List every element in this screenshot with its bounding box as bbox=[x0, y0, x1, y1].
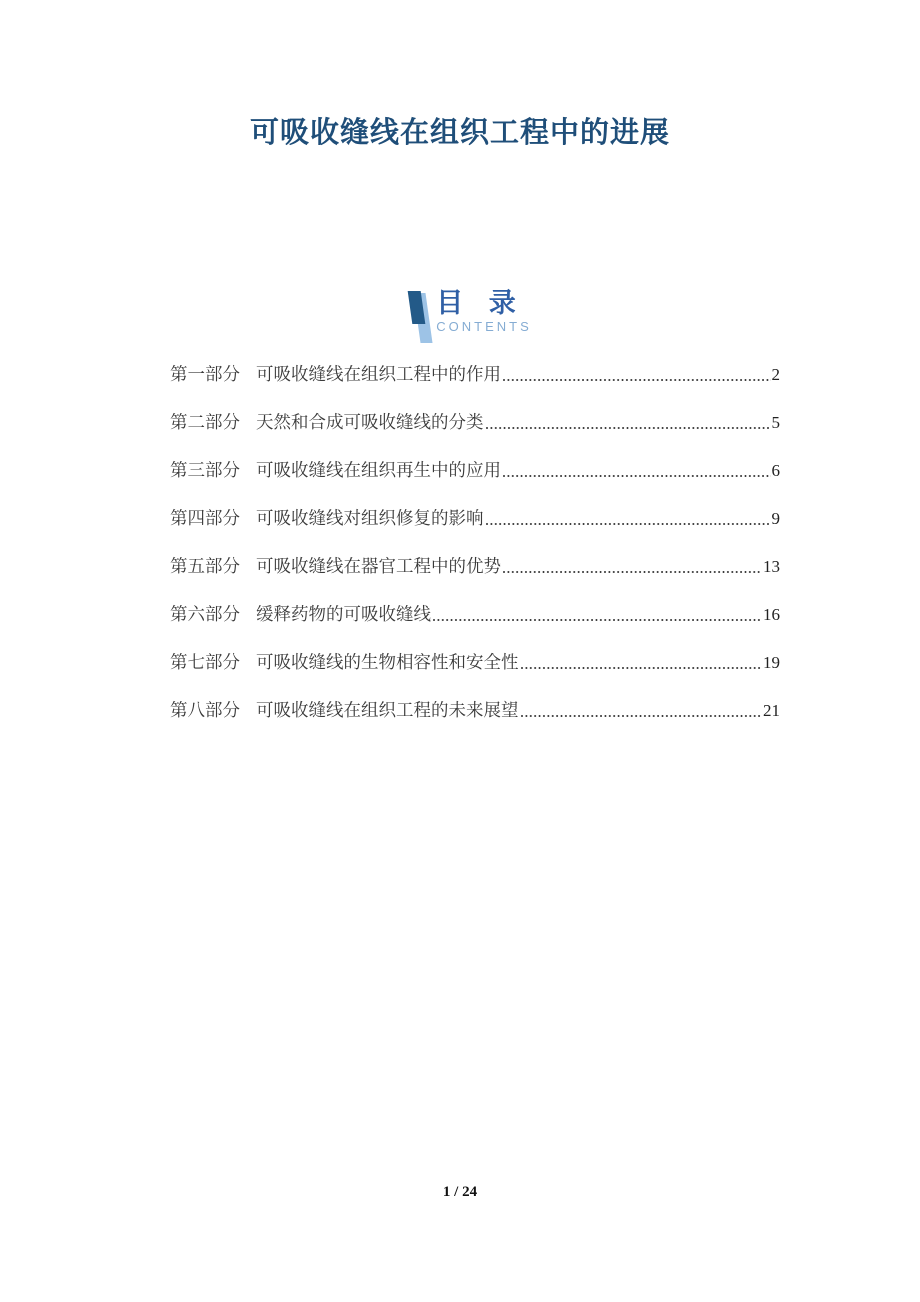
toc-entry-label: 第一部分 bbox=[170, 364, 240, 384]
toc-entry[interactable] bbox=[170, 508, 780, 529]
dot-leader bbox=[503, 571, 762, 573]
toc-entry-title: 可吸收缝线在组织再生中的应用 bbox=[256, 460, 501, 480]
toc-entry-title: 可吸收缝线在组织工程的未来展望 bbox=[256, 700, 519, 720]
toc-entry-page: 21 bbox=[763, 701, 780, 720]
toc-entry[interactable] bbox=[170, 700, 780, 721]
toc-subheading: CONTENTS bbox=[436, 319, 532, 334]
toc-entry[interactable] bbox=[170, 604, 780, 625]
toc-entry-title: 可吸收缝线的生物相容性和安全性 bbox=[256, 652, 519, 672]
document-title: 可吸收缝线在组织工程中的进展 bbox=[249, 117, 670, 149]
toc-entry[interactable] bbox=[170, 556, 780, 577]
dot-leader bbox=[486, 427, 771, 429]
toc-entry-label: 第八部分 bbox=[170, 700, 240, 720]
toc-entry-title: 天然和合成可吸收缝线的分类 bbox=[256, 412, 484, 432]
toc-entry-title: 缓释药物的可吸收缝线 bbox=[256, 604, 431, 624]
toc-entry-page: 16 bbox=[763, 605, 780, 624]
dot-leader bbox=[521, 667, 763, 669]
toc-list bbox=[170, 364, 780, 748]
toc-entry-page: 13 bbox=[763, 557, 780, 576]
toc-entry-title: 可吸收缝线对组织修复的影响 bbox=[256, 508, 484, 528]
toc-entry[interactable] bbox=[170, 460, 780, 481]
toc-entry-label: 第三部分 bbox=[170, 460, 240, 480]
toc-header bbox=[0, 288, 920, 348]
toc-entry[interactable] bbox=[170, 412, 780, 433]
toc-entry-page: 5 bbox=[771, 413, 780, 432]
toc-entry[interactable] bbox=[170, 652, 780, 673]
toc-heading: 目 录 bbox=[436, 288, 525, 318]
toc-entry-page: 9 bbox=[771, 509, 780, 528]
toc-entry-page: 2 bbox=[771, 365, 780, 384]
dot-leader bbox=[521, 715, 763, 717]
page-number-indicator: 1 / 24 bbox=[442, 1184, 478, 1200]
toc-header-inner bbox=[404, 288, 532, 348]
dot-leader bbox=[503, 379, 771, 381]
dot-leader bbox=[503, 475, 771, 477]
toc-entry-title: 可吸收缝线在器官工程中的优势 bbox=[256, 556, 501, 576]
toc-entry-title: 可吸收缝线在组织工程中的作用 bbox=[256, 364, 501, 384]
toc-entry-label: 第四部分 bbox=[170, 508, 240, 528]
toc-entry-label: 第六部分 bbox=[170, 604, 240, 624]
toc-entry-label: 第七部分 bbox=[170, 652, 240, 672]
dot-leader bbox=[433, 619, 762, 621]
dot-leader bbox=[486, 523, 771, 525]
toc-entry[interactable] bbox=[170, 364, 780, 385]
toc-entry-page: 19 bbox=[763, 653, 780, 672]
toc-decoration-mark bbox=[404, 290, 436, 348]
toc-entry-label: 第五部分 bbox=[170, 556, 240, 576]
toc-entry-page: 6 bbox=[771, 461, 780, 480]
toc-header-text bbox=[436, 288, 532, 335]
toc-entry-label: 第二部分 bbox=[170, 412, 240, 432]
